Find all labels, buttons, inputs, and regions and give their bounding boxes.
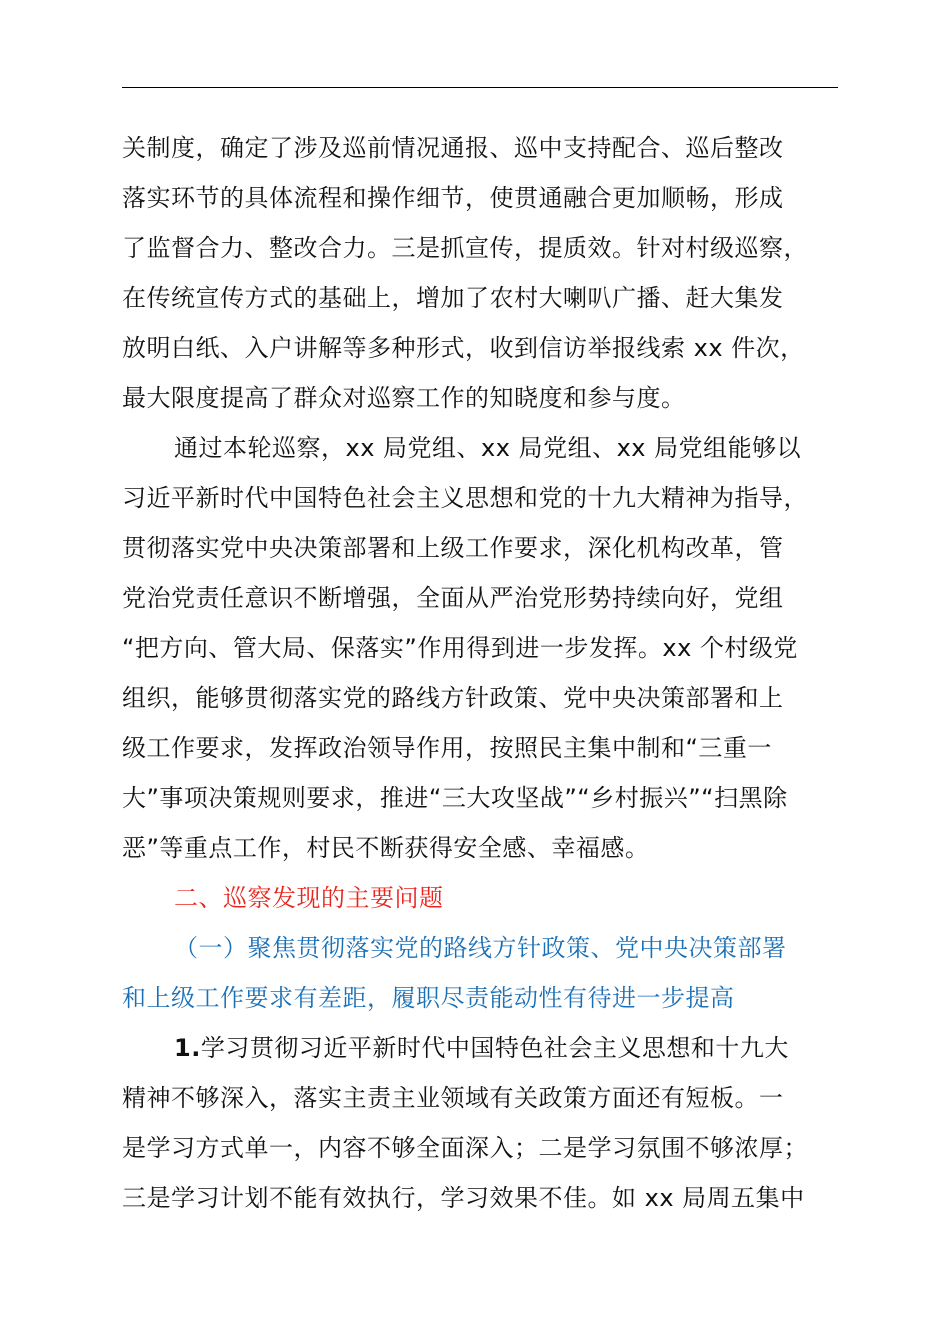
text-line: 通过本轮巡察，xx 局党组、xx 局党组、xx 局党组能够以 [174,434,802,462]
section-heading: 二、巡察发现的主要问题 [174,884,444,912]
text-line: 最大限度提高了群众对巡察工作的知晓度和参与度。 [122,384,686,412]
text-line: 在传统宣传方式的基础上，增加了农村大喇叭广播、赶大集发 [122,284,784,312]
text-line: 党治党责任意识不断增强，全面从严治党形势持续向好，党组 [122,584,784,612]
text-line: 放明白纸、入户讲解等多种形式，收到信访举报线索 xx 件次， [122,334,805,362]
text-line: 关制度，确定了涉及巡前情况通报、巡中支持配合、巡后整改 [122,134,784,162]
subsection-heading-line: （一）聚焦贯彻落实党的路线方针政策、党中央决策部署 [174,934,787,962]
text-line: 了监督合力、整改合力。三是抓宣传，提质效。针对村级巡察， [122,234,808,262]
item-number: 1. [174,1034,201,1062]
header-rule [122,87,838,88]
paragraph-item-1 [122,1023,838,1223]
text-line: 三是学习计划不能有效执行，学习效果不佳。如 xx 局周五集中 [122,1184,805,1212]
text-line: “把方向、管大局、保落实”作用得到进一步发挥。xx 个村级党 [122,634,798,662]
paragraph-inspection-summary [122,423,838,873]
subsection-heading [122,923,838,1023]
text-line: 贯彻落实党中央决策部署和上级工作要求，深化机构改革，管 [122,534,784,562]
document-body [122,123,838,1223]
text-line: 精神不够深入，落实主责主业领域有关政策方面还有短板。一 [122,1084,784,1112]
item-text: 学习贯彻习近平新时代中国特色社会主义思想和十九大 [200,1034,789,1062]
text-line: 恶”等重点工作，村民不断获得安全感、幸福感。 [122,834,650,862]
text-line: 是学习方式单一，内容不够全面深入；二是学习氛围不够浓厚； [122,1134,808,1162]
text-line: 组织，能够贯彻落实党的路线方针政策、党中央决策部署和上 [122,684,784,712]
text-line: 级工作要求，发挥政治领导作用，按照民主集中制和“三重一 [122,734,772,762]
text-line: 落实环节的具体流程和操作细节，使贯通融合更加顺畅，形成 [122,184,784,212]
paragraph-continuation [122,123,838,423]
subsection-heading-line: 和上级工作要求有差距，履职尽责能动性有待进一步提高 [122,984,735,1012]
text-line: 大”事项决策规则要求，推进“三大攻坚战”“乡村振兴”“扫黑除 [122,784,788,812]
text-line [122,1023,838,1073]
text-line: 习近平新时代中国特色社会主义思想和党的十九大精神为指导， [122,484,808,512]
